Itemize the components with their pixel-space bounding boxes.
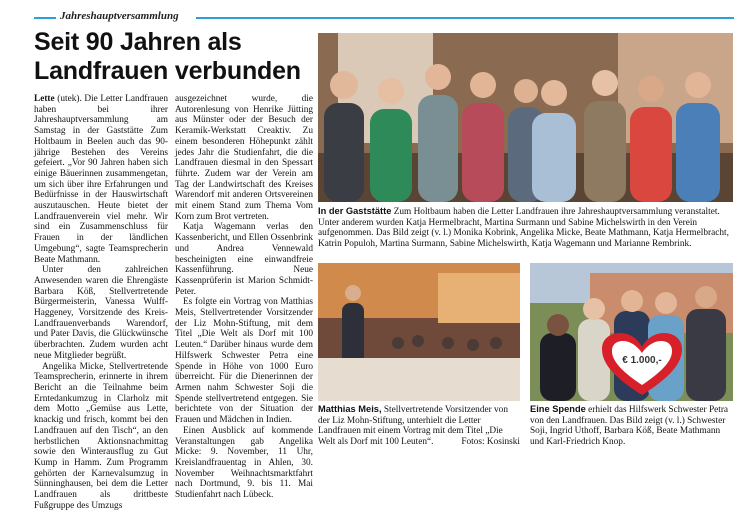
caption-lead: In der Gaststätte bbox=[318, 206, 392, 216]
caption-text: erhielt das Hilfswerk Schwester Petra von den Landfrauen. Das Bild zeigt (v. l.) Schwester Soji, Ingrid Uthoff, Barbara Köß, Beate Mathmann und Karl-Friedrich Knop. bbox=[530, 405, 729, 448]
caption-lead: Matthias Meis, bbox=[318, 404, 382, 414]
kicker-rule-right bbox=[196, 17, 734, 19]
paragraph: Unter den zahlreichen Anwesenden waren die Ehrengäste Barbara Köß, Stellvertretende Bürgermeisterin, Vanessa Wulff-Haggeney, Vorsitzende des Kreis-Landfrauenverbands Warendorf, und Pater Davis, die Glückwünsche überbrachten. Zudem wurden acht neue Mitglieder begrüßt. bbox=[34, 265, 168, 361]
caption-lead: Eine Spende bbox=[530, 404, 586, 414]
article-column-2 bbox=[175, 94, 313, 501]
headline-line-1: Seit 90 Jahren als bbox=[34, 28, 242, 56]
kicker-rule-left bbox=[34, 17, 56, 19]
speaker-photo-illustration bbox=[318, 263, 520, 401]
caption-text: Zum Holtbaum haben die Letter Landfrauen ihre Jahreshauptversammlung veranstaltet. Unter anderem wurden Katja Hermelbracht, Martina Surmann und Sabine Michelswirth in den Verein aufgenommen. Das Bild zeigt (v. l.) Monika Kobrink, Angelika Micke, Beate Mathmann, Katja Hermelbracht, Katrin Populoh, Martina Surmann, Sabine Michelswirth, Katja Wagemann und Marianne Rembrink. bbox=[318, 207, 729, 250]
paragraph-text: (utek). Die Letter Landfrauen haben bei ihrer Jahreshauptversammlung am Samstag in der Gaststätte Zum Holtbaum in Beelen auch das 90-jährige Bestehen des Vereins gefeiert. „Vor 90 Jahren haben sich einige Bäuerinnen zusammengetan, um sich über ihre Erfahrungen und Bedürfnisse in der Hauswirtschaft auszutauschen. Heute bietet der Landfrauenverein viel mehr. Wir sind ein Zusammenschluss für Frauen in der ländlichen Umgebung“, sagte Teamsprecherin Beate Mathmann. bbox=[34, 94, 168, 265]
paragraph: Es folgte ein Vortrag von Matthias Meis, Stellvertretender Vorsitzender der Liz Mohn-Stiftung, mit dem Titel „Die Welt als Dorf mit 100 Leuten.“ Darüber hinaus wurde dem Hilfswerk Schwester Petra eine Spende in Höhe von 1000 Euro überreicht. Für die Dienerinnen der Armen nahm Schwester Soji die Spende stellvertretend entgegen. Sie berichtete von der Situation der Frauen und Mädchen in Indien. bbox=[175, 297, 313, 426]
paragraph: ausgezeichnet wurde, die Autorenlesung von Henrike Jütting aus Münster oder der Besuch der Keramik-Werkstatt Creaktiv. Zu einem besonderen Höhepunkt zählt jedes Jahr die Studienfahrt, die die Landfrauen diesmal in den Spessart führte. Zudem war der Verein am Tag der Landwirtschaft des Kreises Warendorf mit anderen Ortsvereinen mit einem Stand zum Thema Vom Korn zum Brot vertreten. bbox=[175, 94, 313, 222]
paragraph: Einen Ausblick auf kommende Veranstaltungen gab Angelika Micke: 9. November, 11 Uhr, Kreislandfrauentag in Ahlen, 30. November Weihnachtsmarktfahrt nach Dortmund, 9. bis 11. Mai Studienfahrt nach Lübeck. bbox=[175, 425, 313, 501]
group-photo-illustration bbox=[318, 33, 733, 202]
photo-credit: Fotos: Kosinski bbox=[461, 437, 520, 448]
headline-line-2: Landfrauen verbunden bbox=[34, 57, 301, 85]
kicker: Jahreshauptversammlung bbox=[60, 10, 179, 22]
group-photo bbox=[318, 33, 733, 202]
headline bbox=[34, 28, 314, 86]
caption-group-photo bbox=[318, 206, 733, 250]
dateline: Lette bbox=[34, 94, 55, 104]
paragraph bbox=[34, 94, 168, 265]
article-column-1 bbox=[34, 94, 168, 511]
speaker-photo bbox=[318, 263, 520, 401]
caption-speaker-photo bbox=[318, 404, 520, 448]
paragraph: Katja Wagemann verlas den Kassenbericht, und Ellen Ossenbrink und Andrea Vennewald bescheinigten eine einwandfreie Kassenführung. Neue Kassenprüferin ist Marion Schmidt-Peter. bbox=[175, 222, 313, 297]
heart-donation-sign bbox=[600, 331, 684, 397]
caption-text: Stellvertretende Vorsitzender von der Liz Mohn-Stiftung, unterhielt die Letter Landfrauen mit einem Vortrag mit dem Titel „Die Welt als Dorf mit 100 Leuten“. bbox=[318, 405, 508, 448]
caption-donation-photo bbox=[530, 404, 733, 448]
donation-photo bbox=[530, 263, 733, 401]
heart-label: € 1.000,- bbox=[622, 355, 662, 366]
paragraph: Angelika Micke, Stellvertretende Teamsprecherin, erinnerte in ihrem Bericht an die Teilnahme beim Erntedankumzug in Clarholz mit dem Motto „Gemüse aus Lette, knackig und frisch, kommt bei den Landfrauen auf den Tisch“, an den herbstlichen Aktionsnachmittag sowie den Winterausflug zu Gut Kump in Hamm. Zum Programm gehörten der Karnevalsumzug in Sünninghausen, bei dem die Letter Landfrauen als drittbeste Fußgruppe des Umzugs bbox=[34, 361, 168, 511]
